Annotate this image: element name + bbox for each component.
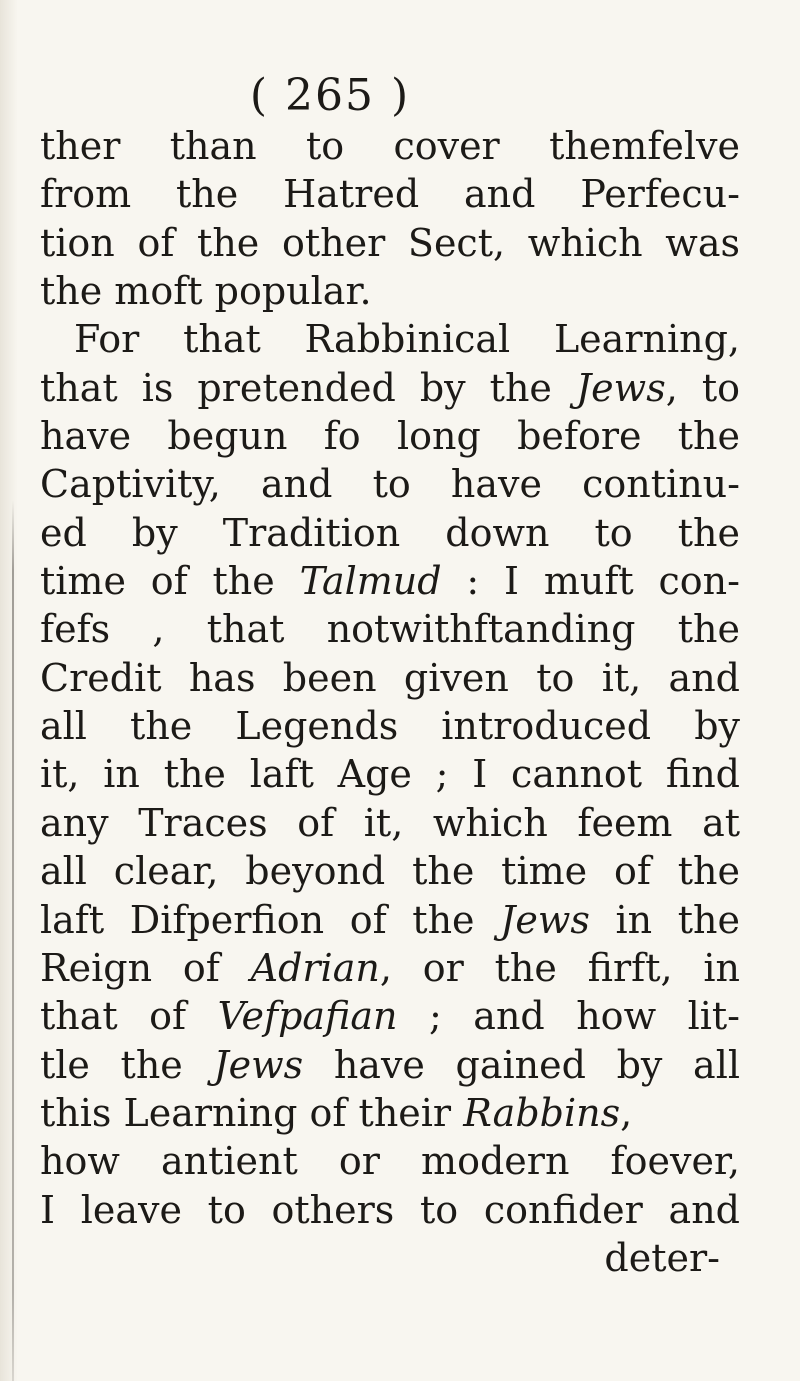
text-run: tion of the other Sect, which was — [40, 220, 740, 265]
text-run: I leave to others to confider and — [40, 1187, 740, 1232]
text-run: all clear, beyond the time of the — [40, 849, 740, 894]
italic-run: Talmud — [299, 559, 442, 604]
gutter-shadow — [0, 0, 18, 1381]
text-run: ed by Tradition down to the — [40, 510, 740, 555]
italic-run: Jews — [500, 897, 590, 942]
text-line — [40, 460, 740, 508]
text-run: all the Legends introduced by — [40, 704, 740, 749]
italic-run: Adrian — [250, 945, 380, 990]
text-line — [40, 896, 740, 944]
text-line — [40, 1089, 740, 1137]
text-run: that is pretended by the — [40, 365, 576, 410]
text-line — [40, 992, 740, 1040]
text-run: that of — [40, 994, 218, 1039]
text-line — [40, 219, 740, 267]
text-line — [40, 509, 740, 557]
text-line — [40, 750, 740, 798]
text-run: in the — [589, 897, 740, 942]
text-run: , to — [665, 365, 740, 410]
text-line — [40, 654, 740, 702]
text-run: laft Difperfion of the — [40, 897, 501, 942]
text-line — [40, 799, 740, 847]
text-run: tle the — [40, 1042, 214, 1087]
text-run: this Learning of their — [40, 1090, 464, 1135]
text-line — [40, 944, 740, 992]
text-line — [40, 702, 740, 750]
italic-run: Jews — [575, 365, 666, 410]
text-run: , — [620, 1090, 633, 1135]
text-line — [40, 557, 740, 605]
text-run: ther than to cover themfelve — [40, 124, 740, 168]
text-line — [40, 122, 740, 170]
text-line — [40, 412, 740, 460]
text-line — [40, 605, 740, 653]
text-run: Credit has been given to it, and — [40, 655, 740, 700]
text-line — [40, 1137, 740, 1185]
page-number: ( 265 ) — [249, 70, 411, 121]
italic-run: Rabbins — [463, 1090, 621, 1135]
text-run: Reign of — [40, 945, 251, 990]
text-line — [40, 1041, 740, 1089]
text-line — [40, 1186, 740, 1234]
text-run: deter- — [604, 1235, 720, 1280]
text-run: , or the firft, in — [379, 945, 740, 990]
text-run: the moft popular. — [40, 269, 372, 314]
text-run: : I muft con- — [441, 559, 740, 604]
italic-run: Vefpafian — [217, 994, 398, 1039]
text-line — [40, 315, 740, 363]
italic-run: Jews — [213, 1042, 304, 1087]
text-run: have gained by all — [303, 1042, 741, 1087]
text-line — [40, 364, 740, 412]
text-run: it, in the laft Age ; I cannot find — [40, 752, 740, 797]
text-run: from the Hatred and Perfecu- — [40, 172, 740, 217]
text-run: Captivity, and to have continu- — [40, 462, 740, 507]
text-run: For that Rabbinical Learning, — [74, 317, 740, 362]
text-run: how antient or modern foever, — [40, 1139, 740, 1184]
text-line — [40, 267, 740, 315]
text-line — [40, 847, 740, 895]
text-run: ; and how lit- — [397, 994, 740, 1039]
text-line — [40, 170, 740, 218]
text-run: have begun fo long before the — [40, 414, 740, 459]
text-run: time of the — [40, 559, 300, 604]
text-run: fefs , that notwithftanding the — [40, 607, 740, 652]
catchword — [40, 1234, 740, 1282]
body-text — [40, 122, 740, 1282]
margin-rule — [12, 500, 14, 1381]
text-run: any Traces of it, which feem at — [40, 800, 740, 845]
